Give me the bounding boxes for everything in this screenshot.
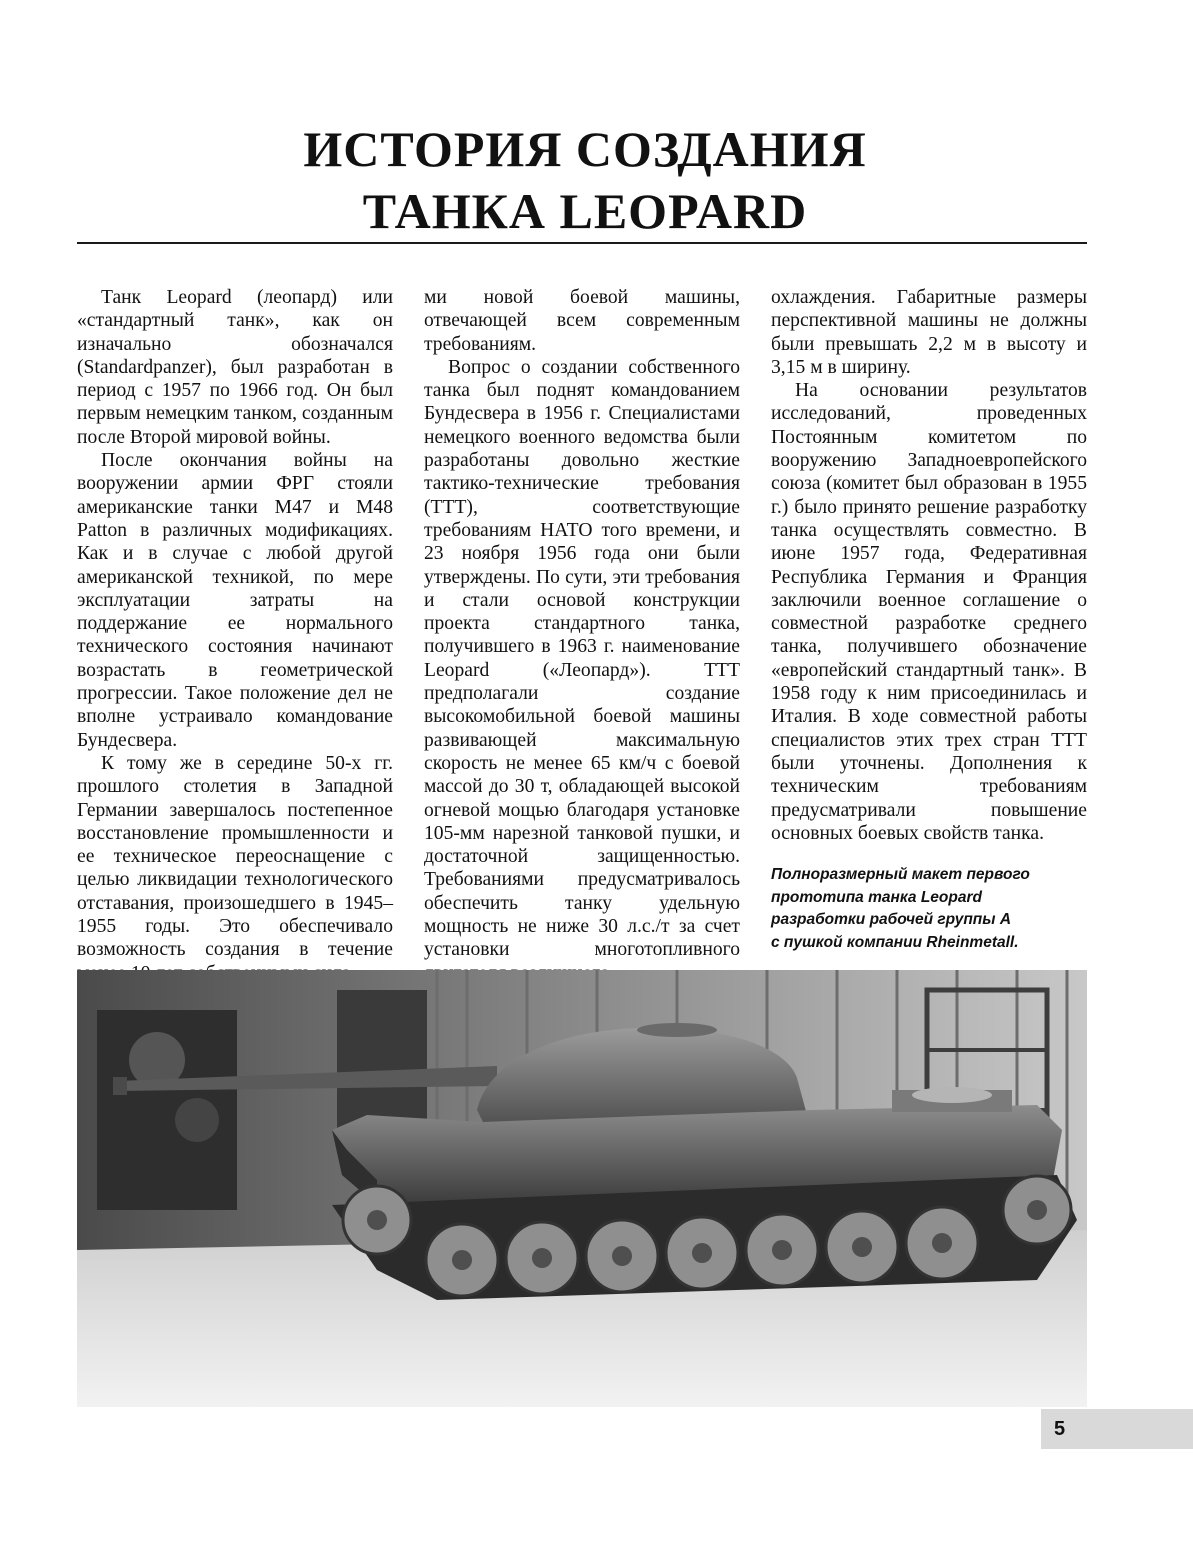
tank-illustration: [77, 970, 1087, 1407]
paragraph: ми новой боевой машины, отвечающей всем современным требованиям.: [424, 287, 740, 355]
paragraph: На основании результатов исследований, проведенных Постоянным комитетом по вооружению Западноевропейского союза (комитет был образован в 1955 г.) было принято решение разработку танка осуществлять совместно. В июне 1957 года, Федеративная Республика Германия и Франция заключили военное соглашение о совместной разработке среднего танка, получившего обозначение «европейский стандартный танк». В 1958 году к ним присоединилась и Италия. В ходе совместной работы специалистов этих трех стран ТТТ были уточнены. Дополнения к техническим требованиям предусматривали повышение основных боевых свойств танка.: [771, 380, 1087, 844]
caption-line: прототипа танка Leopard: [771, 888, 982, 906]
page-title: [0, 118, 1170, 242]
caption-line: разработки рабочей группы А: [771, 911, 1012, 928]
title-line-2: ТАНКА LEOPARD: [362, 183, 808, 239]
paragraph: охлаждения. Габаритные размеры перспективной машины не должны были превышать 2,2 м в высоту и 3,15 м в ширину.: [771, 287, 1087, 378]
title-divider: [77, 242, 1087, 244]
text-column-3: [771, 286, 1087, 845]
paragraph: К тому же в середине 50-х гг. прошлого столетия в Западной Германии завершалось постепенное восстановление промышленности и ее техническое переоснащение с целью ликвидации технологического отставания, произошедшего в 1945–1955 годы. Это обеспечивало возможность создания в течение: [77, 752, 393, 961]
title-line-1: ИСТОРИЯ СОЗДАНИЯ: [303, 121, 867, 177]
text-column-1: [77, 286, 393, 985]
paragraph: Танк Leopard (леопард) или «стандартный танк», как он изначально обозначался (Standardpanzer), был разработан в период с 1957 по 1966 год. Он был первым немецким танком, созданным после Второй мировой войны.: [77, 287, 393, 448]
text-column-2: [424, 286, 740, 985]
paragraph: Вопрос о создании собственного танка был поднят командованием Бундесвера в 1956 г. Специалистами немецкого военного ведомства были разработаны довольно жесткие тактико-технические требования (ТТТ), соответствующие требованиям НАТО того времени, и 23 ноября 1956 года они были утверждены. По сути, эти требования и стали основой конструкции проекта стандартного танка, получившего в 1963 г. наименование Leopard («Леопард»). ТТТ предполагали создание высокомобильной боевой машины развивающей максимальную скорость не менее 65 км/ч с боевой массой до 30 т, обладающей высокой огневой мощью благодаря установке 105-мм нарезной танковой пушки, и достаточной защищенностью. Требованиями предусматривалось обеспечить танку удельную мощность не ниже 30 л.с./т за счет установки многотопливного: [424, 356, 740, 961]
caption-line: Полноразмерный макет первого: [771, 866, 1030, 883]
tank-photo: [77, 970, 1087, 1407]
photo-caption: [771, 864, 1071, 954]
caption-line: с пушкой компании Rheinmetall.: [771, 933, 1019, 951]
paragraph: После окончания войны на вооружении армии ФРГ стояли американские танки М47 и М48 Patton в различных модификациях. Как и в случае с любой другой американской техникой, по мере эксплуатации затраты на поддержание ее нормального технического состояния начинают возрастать в геометрической прогрессии. Такое положение дел не вполне устраивало командование Бундесвера.: [77, 450, 393, 751]
page-number: 5: [1054, 1418, 1066, 1440]
